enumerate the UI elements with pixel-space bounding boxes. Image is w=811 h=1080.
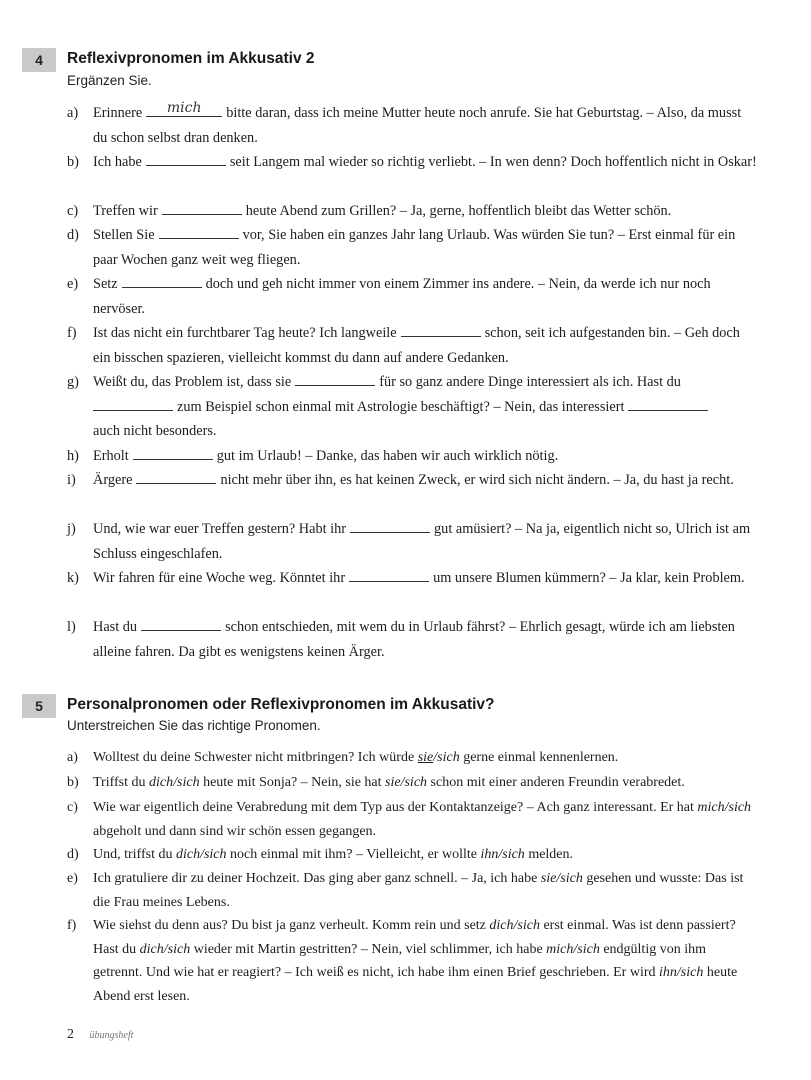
answer-blank[interactable] [146, 102, 222, 117]
answer-blank[interactable] [401, 322, 481, 337]
pronoun-option[interactable]: sie/sich [385, 775, 428, 790]
exercise-4-item-f: f) Ist das nicht ein furchtbarer Tag heute? Ich langweile schon, seit ich aufgestanden bin. – Geh doch ein bisschen spazieren, vielleicht kommst du dann auf andere Gedanken. [67, 321, 757, 370]
handwritten-answer: mich [166, 100, 202, 116]
exercise-4-item-j: j) Und, wie war euer Treffen gestern? Habt ihr gut amüsiert? – Na ja, eigentlich nicht so, Ulrich ist am Schluss eingeschlafen. [67, 517, 757, 566]
answer-blank[interactable] [349, 567, 429, 582]
answer-blank[interactable] [159, 224, 239, 239]
pronoun-option[interactable]: ihn/sich [659, 965, 704, 980]
pronoun-option[interactable]: mich/sich [697, 800, 752, 815]
pronoun-option[interactable]: sie/sich [540, 871, 583, 886]
exercise-4-item-e: e) Setz doch und geh nicht immer von einem Zimmer ins andere. – Nein, da werde ich nur noch nervöser. [67, 272, 757, 321]
pronoun-option[interactable]: dich/sich [149, 775, 200, 790]
exercise-4-item-k: k) Wir fahren für eine Woche weg. Könntet ihr um unsere Blumen kümmern? – Ja klar, kein Problem. [67, 566, 757, 591]
answer-blank[interactable] [295, 371, 375, 386]
exercise-number-5: 5 [22, 694, 56, 718]
pronoun-option[interactable]: ihn/sich [480, 847, 525, 862]
exercise-4-instruction: Ergänzen Sie. [67, 73, 152, 88]
exercise-4-item-g: g) Weißt du, das Problem ist, dass sie für so ganz andere Dinge interessiert als ich. Hast du zum Beispiel schon einmal mit Astrologie beschäftigt? – Nein, das interessiert auch nicht besonders. [67, 370, 757, 444]
exercise-5-item-d: d) Und, triffst du dich/sich noch einmal mit ihm? – Vielleicht, er wollte ihn/sich melden. [67, 847, 574, 862]
pronoun-option[interactable]: dich/sich [489, 918, 540, 933]
exercise-number-4: 4 [22, 48, 56, 72]
exercise-4-item-c: c) Treffen wir heute Abend zum Grillen? – Ja, gerne, hoffentlich bleibt das Wetter schön. [67, 199, 757, 224]
answer-blank[interactable] [141, 616, 221, 631]
answer-blank[interactable] [628, 396, 708, 411]
exercise-5-instruction: Unterstreichen Sie das richtige Pronomen. [67, 718, 321, 733]
answer-blank[interactable] [93, 396, 173, 411]
exercise-4-item-h: h) Erholt gut im Urlaub! – Danke, das haben wir auch wirklich nötig. [67, 444, 757, 469]
pronoun-option[interactable]: sie [417, 750, 434, 765]
exercise-4-item-a: a) Erinnere mich bitte daran, dass ich meine Mutter heute noch anrufe. Sie hat Geburtstag. – Also, da musst du schon selbst dran denken. [67, 100, 742, 146]
answer-blank[interactable] [136, 469, 216, 484]
pronoun-option[interactable]: dich/sich [175, 847, 227, 862]
exercise-5-item-e: e) Ich gratuliere dir zu deiner Hochzeit. Das ging aber ganz schnell. – Ja, ich habe sie/sich gesehen und wusste: Das ist die Frau meines Lebens. [67, 871, 744, 910]
page-footer [67, 1027, 133, 1043]
answer-blank[interactable] [133, 445, 213, 460]
page-number: 2 [67, 1027, 74, 1042]
exercise-5-item-a: a) Wolltest du deine Schwester nicht mitbringen? Ich würde sie/sich gerne einmal kennenlernen. [67, 750, 619, 765]
exercise-5-item-c: c) Wie war eigentlich deine Verabredung mit dem Typ aus der Kontaktanzeige? – Ach ganz interessant. Er hat mich/sich abgeholt und dann sind wir schön essen gegangen. [67, 800, 752, 839]
answer-blank[interactable] [122, 273, 202, 288]
exercise-4-item-i: i) Ärgere nicht mehr über ihn, es hat keinen Zweck, er wird sich nicht ändern. – Ja, du hast ja recht. [67, 468, 757, 493]
exercise-4-item-b: b) Ich habe seit Langem mal wieder so richtig verliebt. – In wen denn? Doch hoffentlich nicht in Oskar! [67, 150, 757, 175]
pronoun-option[interactable]: mich/sich [546, 941, 600, 957]
book-title: übungsheft [89, 1030, 134, 1041]
exercise-5-item-b: b) Triffst du dich/sich heute mit Sonja? – Nein, sie hat sie/sich schon mit einer anderen Freundin verabredet. [67, 775, 685, 790]
exercise-4-item-d: d) Stellen Sie vor, Sie haben ein ganzes Jahr lang Urlaub. Was würden Sie tun? – Erst einmal für ein paar Wochen ganz weit weg fliegen. [67, 223, 757, 272]
exercise-4-title: Reflexivpronomen im Akkusativ 2 [67, 50, 315, 67]
exercise-5-title: Personalpronomen oder Reflexivpronomen im Akkusativ? [67, 696, 495, 713]
answer-blank[interactable] [350, 518, 430, 533]
exercise-5-item-f: f) Wie siehst du denn aus? Du bist ja ganz verheult. Komm rein und setz dich/sich erst einmal. Was ist denn passiert? Hast du dich/sich wieder mit Martin gestritten? – Nein, viel schlimmer, ich habe mich/sich endgültig von ihm getrennt. Und wie hat er reagiert? – Ich weiß es nicht, ich habe ihm einen Brief geschrieben. Er wird ihn/sich heute Abend erst lesen. [67, 918, 738, 1004]
answer-blank[interactable] [146, 151, 226, 166]
answer-blank[interactable] [162, 200, 242, 215]
pronoun-option[interactable]: dich/sich [139, 941, 191, 957]
exercise-4-item-l: l) Hast du schon entschieden, mit wem du in Urlaub fährst? – Ehrlich gesagt, würde ich am liebsten alleine fahren. Da gibt es wenigstens keinen Ärger. [67, 615, 757, 664]
